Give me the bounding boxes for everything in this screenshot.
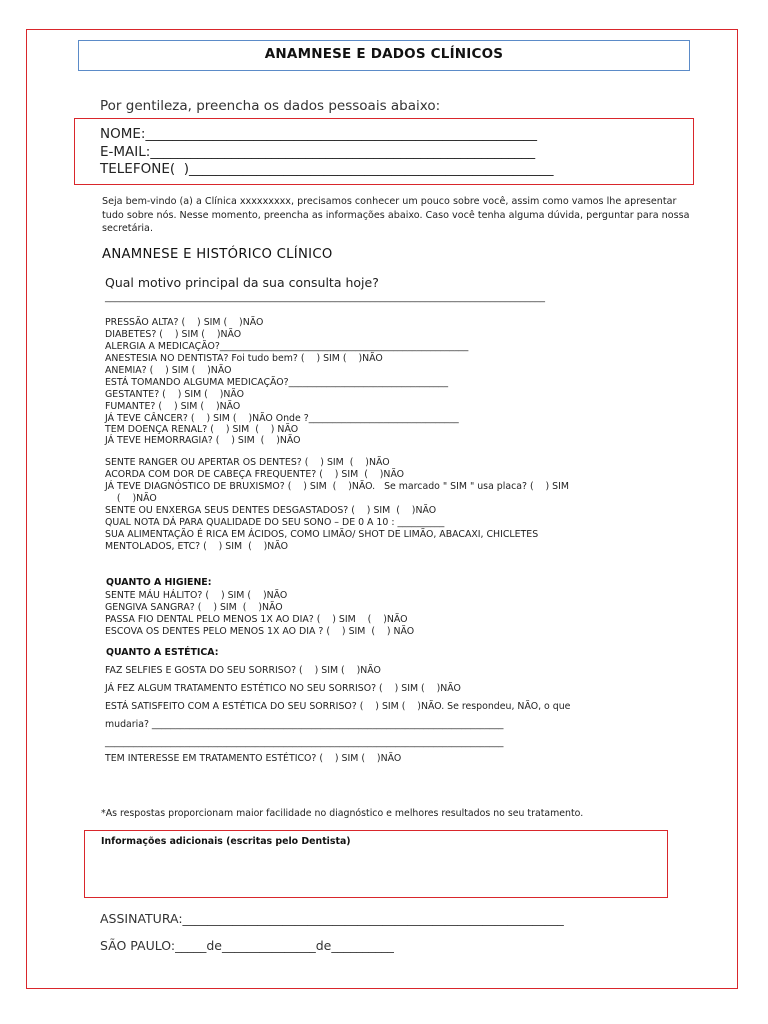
history-item[interactable]: FUMANTE? ( ) SIM ( )NÃO (105, 401, 241, 412)
page-title: ANAMNESE E DADOS CLÍNICOS (78, 40, 690, 71)
email-field[interactable]: E-MAIL:_________________________________________________________ (100, 144, 536, 160)
history-item[interactable]: ANESTESIA NO DENTISTA? Foi tudo bem? ( ) SIM ( )NÃO (105, 353, 383, 364)
history-item[interactable]: JÁ TEVE HEMORRAGIA? ( ) SIM ( )NÃO (105, 435, 301, 446)
signature-field[interactable]: ASSINATURA:_____________________________________________________________ (100, 911, 564, 926)
hygiene-item[interactable]: PASSA FIO DENTAL PELO MENOS 1X AO DIA? ( ) SIM ( )NÃO (105, 614, 408, 625)
aesthetics-item[interactable]: mudaria? ___________________________________________________________________________ (105, 719, 504, 730)
aesthetics-heading: QUANTO A ESTÉTICA: (106, 647, 219, 658)
additional-info-label: Informações adicionais (escritas pelo Dentista) (101, 836, 351, 847)
footnote: *As respostas proporcionam maior facilidade no diagnóstico e melhores resultados no seu tratamento. (101, 808, 584, 819)
aesthetics-item[interactable]: TEM INTERESSE EM TRATAMENTO ESTÉTICO? ( ) SIM ( )NÃO (105, 753, 402, 764)
aesthetics-item[interactable]: JÁ FEZ ALGUM TRATAMENTO ESTÉTICO NO SEU SORRISO? ( ) SIM ( )NÃO (105, 683, 461, 694)
welcome-text: Seja bem-vindo (a) a Clínica xxxxxxxxx, precisamos conhecer um pouco sobre você, assim como vamos lhe apresentar tudo sobre nós. Nesse momento, preencha as informações abaixo. Caso você tenha alguma dúvida, perguntar para nossa secretária. (102, 196, 690, 235)
history-item[interactable]: ESTÁ TOMANDO ALGUMA MEDICAÇÃO?__________________________________ (105, 377, 449, 388)
aesthetics-item[interactable]: _____________________________________________________________________________________ (105, 737, 504, 748)
aesthetics-item[interactable]: FAZ SELFIES E GOSTA DO SEU SORRISO? ( ) SIM ( )NÃO (105, 665, 381, 676)
city-date-field[interactable]: SÃO PAULO:_____de_______________de__________ (100, 938, 394, 953)
phone-field[interactable]: TELEFONE( )______________________________________________________ (100, 161, 554, 177)
name-field[interactable]: NOME:__________________________________________________________ (100, 126, 537, 142)
aesthetics-item[interactable]: ESTÁ SATISFEITO COM A ESTÉTICA DO SEU SORRISO? ( ) SIM ( )NÃO. Se respondeu, NÃO, o que (105, 701, 571, 712)
sleep-item[interactable]: SUA ALIMENTAÇÃO É RICA EM ÁCIDOS, COMO LIMÃO/ SHOT DE LIMÃO, ABACAXI, CHICLETES (105, 529, 539, 540)
history-item[interactable]: PRESSÃO ALTA? ( ) SIM ( )NÃO (105, 317, 264, 328)
history-item[interactable]: ALERGIA A MEDICAÇÃO?_____________________________________________________ (105, 341, 469, 352)
sleep-item[interactable]: ACORDA COM DOR DE CABEÇA FREQUENTE? ( ) SIM ( )NÃO (105, 469, 405, 480)
personal-data-intro: Por gentileza, preencha os dados pessoais abaixo: (100, 98, 441, 114)
sleep-item[interactable]: ( )NÃO (105, 493, 157, 504)
consult-reason-answer-line[interactable]: ________________________________________________________________________________________ (105, 292, 545, 303)
history-heading: ANAMNESE E HISTÓRICO CLÍNICO (102, 247, 333, 262)
history-item[interactable]: TEM DOENÇA RENAL? ( ) SIM ( ) NÃO (105, 424, 299, 435)
hygiene-heading: QUANTO A HIGIENE: (106, 577, 212, 588)
history-item[interactable]: JÁ TEVE CÂNCER? ( ) SIM ( )NÃO Onde ?________________________________ (105, 413, 459, 424)
sleep-item[interactable]: SENTE OU ENXERGA SEUS DENTES DESGASTADOS? ( ) SIM ( )NÃO (105, 505, 437, 516)
sleep-item[interactable]: QUAL NOTA DÁ PARA QUALIDADE DO SEU SONO – DE 0 A 10 : __________ (105, 517, 445, 528)
history-item[interactable]: GESTANTE? ( ) SIM ( )NÃO (105, 389, 245, 400)
hygiene-item[interactable]: GENGIVA SANGRA? ( ) SIM ( )NÃO (105, 602, 283, 613)
consult-reason-question: Qual motivo principal da sua consulta hoje? (105, 275, 379, 290)
hygiene-item[interactable]: ESCOVA OS DENTES PELO MENOS 1X AO DIA ? ( ) SIM ( ) NÃO (105, 626, 415, 637)
sleep-item[interactable]: SENTE RANGER OU APERTAR OS DENTES? ( ) SIM ( )NÃO (105, 457, 390, 468)
hygiene-item[interactable]: SENTE MÁU HÁLITO? ( ) SIM ( )NÃO (105, 590, 288, 601)
history-item[interactable]: ANEMIA? ( ) SIM ( )NÃO (105, 365, 232, 376)
history-item[interactable]: DIABETES? ( ) SIM ( )NÃO (105, 329, 242, 340)
sleep-item[interactable]: MENTOLADOS, ETC? ( ) SIM ( )NÃO (105, 541, 288, 552)
sleep-item[interactable]: JÁ TEVE DIAGNÓSTICO DE BRUXISMO? ( ) SIM ( )NÃO. Se marcado " SIM " usa placa? ( ) SIM (105, 481, 569, 492)
